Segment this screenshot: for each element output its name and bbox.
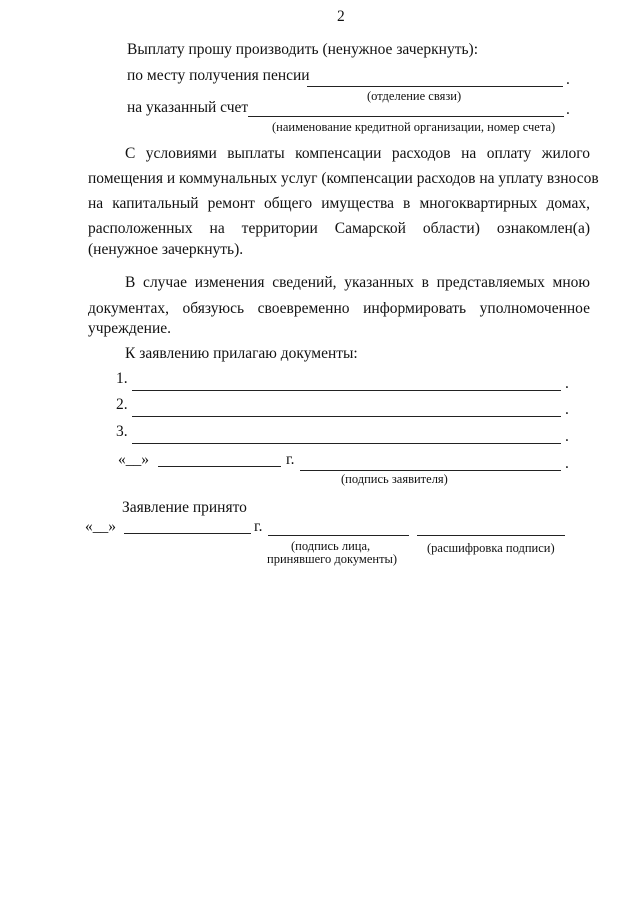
dot: .: [566, 71, 570, 88]
decode-signature-caption: (расшифровка подписи): [427, 541, 555, 555]
year-suffix: г.: [286, 451, 295, 468]
conditions-paragraph: [88, 141, 599, 241]
attachment-number: 1.: [116, 370, 128, 387]
applicant-date-line[interactable]: [158, 466, 281, 467]
receiver-signature-caption-2: принявшего документы): [267, 552, 398, 566]
obligation-line: учреждение.: [88, 320, 171, 337]
conditions-line: (ненужное зачеркнуть).: [88, 241, 244, 258]
accepted-heading: Заявление принято: [122, 499, 247, 516]
year-suffix: г.: [254, 518, 263, 535]
bank-account-line[interactable]: [248, 116, 564, 117]
accepted-date-line[interactable]: [124, 533, 251, 534]
pension-office-caption: (отделение связи): [367, 89, 462, 103]
conditions-line: С условиями выплаты компенсации расходов на оплату жилого: [125, 145, 590, 162]
attachment-line-2[interactable]: [132, 416, 561, 417]
dot: .: [565, 455, 569, 472]
attachment-line-3[interactable]: [132, 443, 561, 444]
conditions-line: расположенных на территории Самарской области) ознакомлен(а): [88, 220, 590, 237]
applicant-signature-line[interactable]: [300, 470, 561, 471]
conditions-line: на капитальный ремонт общего имущества в многоквартирных домах,: [88, 195, 590, 212]
bank-account-caption: (наименование кредитной организации, номер счета): [272, 120, 556, 134]
applicant-date-day: «__»: [118, 451, 149, 468]
attachment-line-1[interactable]: [132, 390, 561, 391]
attachments-heading: К заявлению прилагаю документы:: [125, 345, 358, 362]
receiver-name-line[interactable]: [417, 535, 565, 536]
payment-option-pension-label: по месту получения пенсии: [127, 67, 310, 84]
obligation-line: В случае изменения сведений, указанных в представляемых мною: [125, 274, 590, 291]
attachment-number: 2.: [116, 396, 128, 413]
dot: .: [565, 375, 569, 392]
receiver-signature-caption-1: (подпись лица,: [291, 539, 371, 553]
attachment-number: 3.: [116, 423, 128, 440]
applicant-signature-caption: (подпись заявителя): [341, 472, 448, 486]
page-number: 2: [337, 8, 345, 25]
dot: .: [566, 101, 570, 118]
accepted-date-day: «__»: [85, 518, 116, 535]
dot: .: [565, 401, 569, 418]
obligation-paragraph: [88, 270, 590, 322]
payment-option-account-label: на указанный счет: [127, 99, 249, 116]
conditions-line: помещения и коммунальных услуг (компенсации расходов на уплату взносов: [88, 170, 599, 187]
dot: .: [565, 428, 569, 445]
payment-heading: Выплату прошу производить (ненужное зачеркнуть):: [127, 41, 479, 58]
pension-office-line[interactable]: [307, 86, 563, 87]
receiver-signature-line[interactable]: [268, 535, 409, 536]
obligation-line: документах, обязуюсь своевременно информировать уполномоченное: [88, 300, 590, 317]
